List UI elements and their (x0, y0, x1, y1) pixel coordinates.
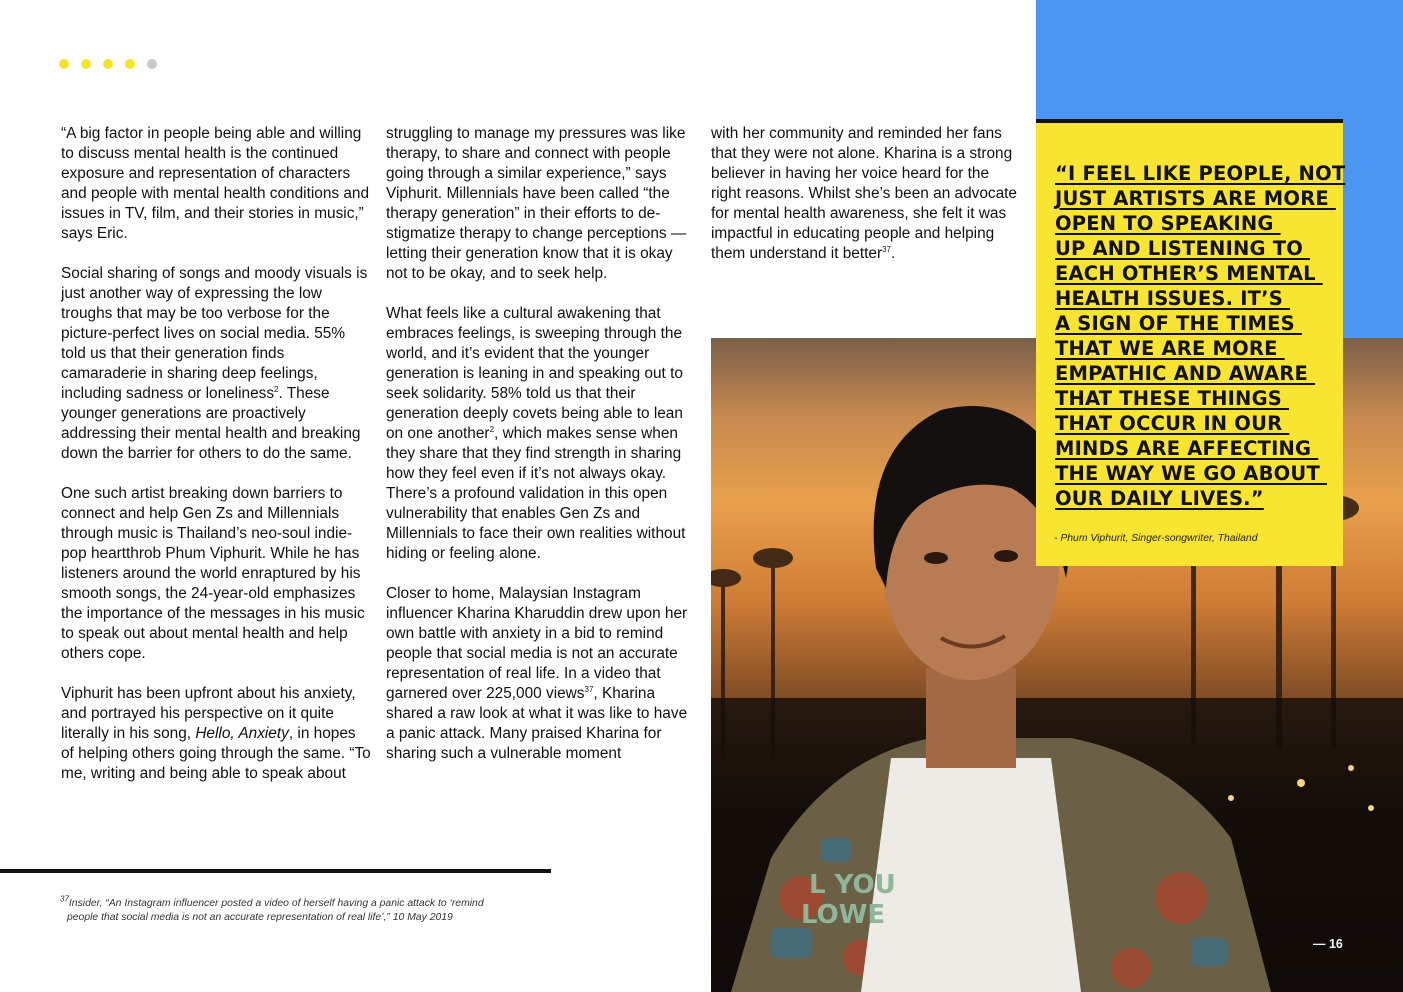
paragraph: “A big factor in people being able and willing to discuss mental health is the continued exposure and representation of characters and people with mental health conditions and issues in TV, film, and their stories in music,” says Eric. (61, 125, 370, 242)
footnote-ref: 2 (489, 424, 495, 434)
footnote-marker: 37 (60, 894, 69, 904)
quote-line: “I FEEL LIKE PEOPLE, NOT (1055, 162, 1346, 185)
quote-line: OPEN TO SPEAKING (1055, 212, 1281, 235)
quote-line: THE WAY WE GO ABOUT (1055, 462, 1327, 485)
quote-line: UP AND LISTENING TO (1055, 237, 1311, 260)
shirt-print: LOWE (801, 900, 886, 930)
footnote (60, 894, 550, 925)
quote-line: THAT THESE THINGS (1055, 387, 1290, 410)
footnote-line: Insider, “An Instagram influencer posted a video of herself having a panic attack to ‘remind (68, 898, 484, 909)
footnote-ref: 37 (882, 244, 892, 254)
paragraph: Closer to home, Malaysian Instagram influencer Kharina Kharuddin drew upon her own battle with anxiety in a bid to remind people that social media is not an accurate representation of real life. In a video that garnered over 225,000 views$^{37}$, Kharina shared a raw look at what it was like to have a panic attack. Many praised Kharina for sharing such a vulnerable moment (386, 585, 688, 762)
pull-quote-box (1036, 119, 1346, 566)
footnote-line: people that social media is not an accurate representation of real life’,” 10 May 2019 (67, 912, 453, 923)
page-number: — 16 (1313, 937, 1343, 951)
quote-line: EMPATHIC AND AWARE (1055, 362, 1316, 385)
progress-dots (59, 59, 157, 69)
shirt-print: L YOU (809, 870, 896, 900)
footnote-ref: 37 (584, 684, 594, 694)
paragraph: Viphurit has been upfront about his anxiety, and portrayed his perspective on it quite literally in his song, Hello, Anxiety, in hopes of helping others going through the same. “To me, writing and being able to speak about (61, 685, 371, 782)
song-title: Hello, Anxiety (195, 725, 289, 742)
progress-dot (125, 59, 135, 69)
footnote-divider (0, 869, 551, 873)
paragraph: struggling to manage my pressures was like therapy, to share and connect with people going through a similar experience,” says Viphurit. Millennials have been called “the therapy generation” in their efforts to de-stigmatize therapy to change perceptions — letting their generation know that it is okay not to be okay, and to seek help. (386, 125, 687, 282)
body-column-2 (386, 124, 696, 784)
quote-line: THAT WE ARE MORE (1055, 337, 1285, 360)
paragraph: with her community and reminded her fans that they were not alone. Kharina is a strong believer in having her voice heard for the right reasons. Whilst she’s been an advocate for mental health awareness, she felt it was impactful in educating people and helping them understand it better$^{37}$. (711, 125, 1017, 262)
body-column-1 (61, 124, 371, 804)
quote-line: JUST ARTISTS ARE MORE (1055, 187, 1336, 210)
progress-dot (147, 59, 157, 69)
quote-line: MINDS ARE AFFECTING (1055, 437, 1319, 460)
progress-dot (59, 59, 69, 69)
footnote-ref: 2 (274, 384, 279, 394)
paragraph: What feels like a cultural awakening that embraces feelings, is sweeping through the world, and it’s evident that the younger generation is leaning in and speaking out to seek solidarity. 58% told us that their generation deeply covets being able to lean on one another$^2$, which makes sense when they share that they find strength in sharing how they feel even if it’s not always okay. There’s a profound validation in this open vulnerability that enables Gen Zs and Millennials to face their own realities without hiding or feeling alone. (386, 305, 686, 562)
quote-line: THAT OCCUR IN OUR (1055, 412, 1290, 435)
quote-line: HEALTH ISSUES. IT’S (1055, 287, 1291, 310)
progress-dot (103, 59, 113, 69)
quote-line: A SIGN OF THE TIMES (1055, 312, 1302, 335)
pull-quote (1055, 161, 1346, 511)
paragraph: One such artist breaking down barriers to connect and help Gen Zs and Millennials through music is Thailand’s neo-soul indie-pop heartthrob Phum Viphurit. While he has listeners around the world enraptured by his smooth songs, the 24-year-old emphasizes the importance of the messages in his music to speak out about mental health and help others cope. (61, 485, 365, 662)
quote-attribution: - Phum Viphurit, Singer-songwriter, Thailand (1054, 533, 1258, 544)
body-column-3 (711, 124, 1021, 284)
paragraph: Social sharing of songs and moody visuals is just another way of expressing the low troughs that may be too verbose for the picture-perfect lives on social media. 55% told us that their generation finds camaraderie in sharing deep feelings, including sadness or loneliness$^2$. These younger generations are proactively addressing their mental health and breaking down the barrier for others to do the same. (61, 265, 368, 462)
progress-dot (81, 59, 91, 69)
quote-line: EACH OTHER’S MENTAL (1055, 262, 1323, 285)
quote-line: OUR DAILY LIVES.” (1055, 487, 1264, 510)
